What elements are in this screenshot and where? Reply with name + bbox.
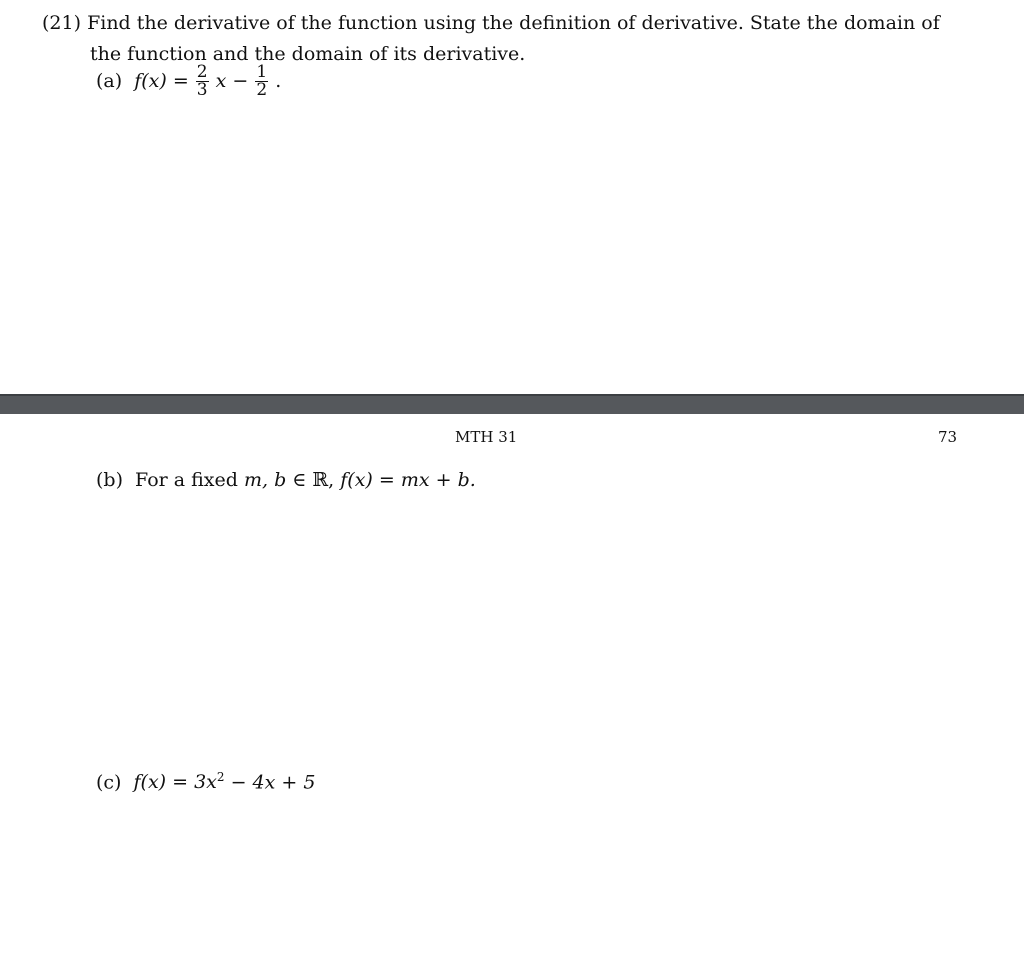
- part-c: [96, 771, 315, 792]
- problem-line-1: [42, 14, 940, 33]
- part-a: [96, 64, 281, 99]
- part-b-vars: m, b: [243, 469, 287, 491]
- course-header: MTH 31: [455, 428, 518, 446]
- part-b-set: ∈ ℝ,: [292, 469, 335, 491]
- part-c-label: (c): [96, 771, 122, 794]
- document-page-bottom: [0, 414, 1024, 979]
- fraction-1-denominator: 3: [196, 80, 208, 100]
- part-b-label: (b): [96, 469, 123, 491]
- part-b-formula: f(x) = mx + b.: [340, 469, 476, 491]
- part-c-formula-end: − 4x + 5: [230, 771, 316, 794]
- fraction-2-numerator: 1: [256, 62, 268, 82]
- fraction-1-numerator: 2: [196, 62, 208, 82]
- problem-statement-line-1: Find the derivative of the function using the definition of derivative. State the domain of: [87, 12, 940, 34]
- problem-statement-line-2: the function and the domain of its derivative.: [90, 43, 526, 65]
- part-a-label: (a): [96, 70, 123, 92]
- part-a-lhs: f(x) =: [134, 70, 189, 92]
- page-number: 73: [938, 428, 958, 446]
- page-divider: [0, 394, 1024, 414]
- part-c-exponent: 2: [216, 770, 225, 784]
- part-a-fraction-2: [255, 64, 268, 99]
- part-a-fraction-1: [196, 64, 209, 99]
- part-a-period: .: [275, 70, 282, 92]
- problem-number: (21): [42, 12, 82, 34]
- part-c-formula-start: f(x) = 3x: [133, 771, 217, 794]
- part-a-middle: x −: [215, 70, 249, 92]
- part-b: [96, 471, 476, 490]
- document-page-top: [0, 0, 1024, 394]
- part-b-text: For a fixed: [135, 469, 238, 491]
- fraction-2-denominator: 2: [256, 80, 268, 100]
